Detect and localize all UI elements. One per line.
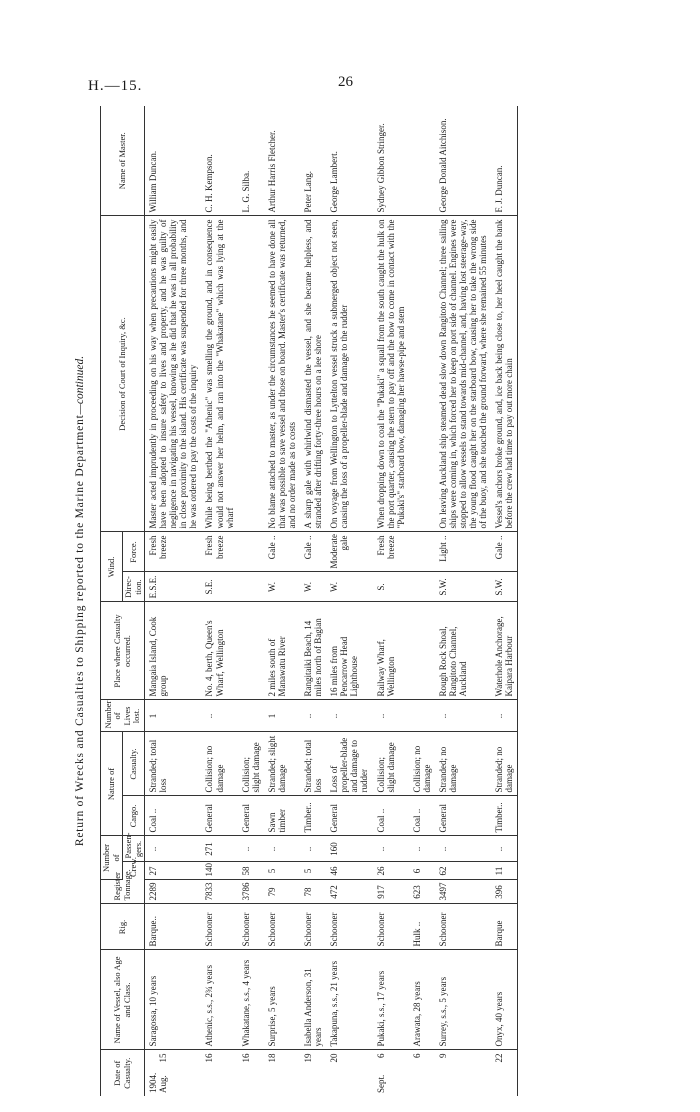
date-day: 16 — [240, 1053, 251, 1063]
cell-crew: 6 — [409, 862, 435, 880]
cell-passengers: 160 — [326, 836, 372, 862]
cell-rig: Schooner — [373, 904, 409, 950]
cell-crew: 27 — [145, 862, 202, 880]
cell-lives: .. — [201, 700, 237, 732]
table-row — [435, 106, 491, 1096]
cell-cargo: General — [435, 796, 491, 836]
table-row — [201, 106, 237, 1096]
table-row — [300, 106, 326, 1096]
cell-casualty: Stranded; total loss — [145, 732, 202, 796]
cell-casualty: Stranded; total loss — [300, 732, 326, 796]
date-day: 15 — [158, 1053, 169, 1063]
table-row — [326, 106, 372, 1096]
cell-crew: 62 — [435, 862, 491, 880]
table-row — [145, 106, 202, 1096]
cell-date — [300, 1050, 326, 1096]
date-day: 20 — [329, 1053, 340, 1063]
cell-lives — [409, 700, 435, 732]
cell-tonnage: 3786 — [238, 880, 264, 904]
cell-vessel: Surprise, 5 years — [264, 950, 300, 1050]
col-number-of: Number of — [101, 836, 123, 880]
cell-rig: Barque.. — [145, 904, 202, 950]
cell-date — [145, 1050, 202, 1096]
cell-rig: Schooner — [435, 904, 491, 950]
title-continued: —continued. — [74, 355, 86, 415]
date-day: 22 — [494, 1053, 505, 1063]
cell-rig: Schooner — [238, 904, 264, 950]
table-row — [238, 106, 264, 1096]
col-place: Place where Casualty occurred. — [101, 602, 145, 700]
cell-crew: 5 — [264, 862, 300, 880]
cell-place: Mangaia Island, Cook group — [145, 602, 202, 700]
col-crew: Crew. — [123, 862, 145, 880]
cell-tonnage: 79 — [264, 880, 300, 904]
cell-direction: W. — [326, 572, 372, 602]
title-text: Return of Wrecks and Casualties to Shipping reported to the Marine Department — [74, 414, 86, 847]
col-casualty: Casualty. — [123, 732, 145, 796]
cell-tonnage: 78 — [300, 880, 326, 904]
col-lives: Number of Lives lost. — [101, 700, 145, 732]
cell-master: F. J. Duncan. — [491, 106, 518, 216]
col-decision: Decision of Court of Inquiry, &c. — [101, 216, 145, 532]
cell-place: Waterhole Anchorage, Kaipara Harbour — [491, 602, 518, 700]
cell-vessel: Arawata, 28 years — [409, 950, 435, 1050]
cell-force: Light .. — [435, 532, 491, 572]
col-direction: Direc-tion. — [123, 572, 145, 602]
cell-date — [238, 1050, 264, 1096]
cell-tonnage: 7833 — [201, 880, 237, 904]
table-row — [264, 106, 300, 1096]
cell-place — [409, 602, 435, 700]
cell-casualty: Collision; no damage — [201, 732, 237, 796]
cell-master: Sydney Gibbon Stringer. — [373, 106, 409, 216]
cell-passengers: .. — [491, 836, 518, 862]
cell-tonnage: 396 — [491, 880, 518, 904]
cell-lives: 1 — [264, 700, 300, 732]
cell-lives — [238, 700, 264, 732]
col-force: Force. — [123, 532, 145, 572]
cell-tonnage: 623 — [409, 880, 435, 904]
cell-rig: Hulk .. — [409, 904, 435, 950]
cell-cargo: Coal .. — [409, 796, 435, 836]
cell-date — [435, 1050, 491, 1096]
cell-lives: .. — [373, 700, 409, 732]
date-day: 6 — [411, 1053, 422, 1058]
cell-master: William Duncan. — [145, 106, 202, 216]
cell-place: Railway Wharf, Wellington — [373, 602, 409, 700]
col-tonnage: Register Tonnage. — [101, 880, 145, 904]
cell-date — [326, 1050, 372, 1096]
cell-vessel: Saragossa, 10 years — [145, 950, 202, 1050]
cell-crew: 58 — [238, 862, 264, 880]
cell-master: C. H. Kempson. — [201, 106, 237, 216]
cell-master: Arthur Harris Fletcher. — [264, 106, 300, 216]
cell-place: 2 miles south of Manawatu River — [264, 602, 300, 700]
cell-passengers: .. — [264, 836, 300, 862]
page-number: 26 — [338, 74, 353, 90]
cell-direction: S. — [373, 572, 409, 602]
cell-rig: Barque — [491, 904, 518, 950]
cell-passengers: 271 — [201, 836, 237, 862]
cell-casualty: Collision; slight damage — [373, 732, 409, 796]
cell-master: George Donald Aitchison. — [435, 106, 491, 216]
date-year: 1904. — [148, 1072, 159, 1093]
date-month: Sept. — [375, 1074, 386, 1093]
cell-casualty: Loss of propeller-blade and damage to rudder — [326, 732, 372, 796]
cell-decision — [238, 216, 264, 532]
cell-place: No. 4, berth, Queen's Wharf, Wellington — [201, 602, 237, 700]
date-day: 16 — [204, 1053, 215, 1063]
cell-force — [409, 532, 435, 572]
cell-crew: 11 — [491, 862, 518, 880]
cell-vessel: Surrey, s.s., 5 years — [435, 950, 491, 1050]
cell-master: L. G. Silba. — [238, 106, 264, 216]
cell-casualty: Collision; slight damage — [238, 732, 264, 796]
col-master: Name of Master. — [101, 106, 145, 216]
table-title — [74, 106, 96, 1096]
cell-lives: .. — [326, 700, 372, 732]
date-day: 9 — [437, 1053, 448, 1058]
cell-direction — [409, 572, 435, 602]
cell-date — [491, 1050, 518, 1096]
cell-passengers: .. — [409, 836, 435, 862]
cell-force: Gale .. — [300, 532, 326, 572]
cell-date — [264, 1050, 300, 1096]
cell-date — [201, 1050, 237, 1096]
cell-force — [238, 532, 264, 572]
cell-decision: When dropping down to coal the "Pukaki" a squall from the south caught the hulk on the port quarter, causing the stern to pay off and the bow to come in contact with the "Pukaki's" starboard bow, damaging her hawse-pipe and stem — [373, 216, 409, 532]
cell-passengers: .. — [145, 836, 202, 862]
cell-lives: 1 — [145, 700, 202, 732]
cell-place: 16 miles from Pencarrow Head Lighthouse — [326, 602, 372, 700]
cell-tonnage: 2289 — [145, 880, 202, 904]
cell-vessel: Takapuna, s.s., 21 years — [326, 950, 372, 1050]
cell-decision: Vessel's anchors broke ground, and, ice back being close to, her heel caught the bank before the crew had time to pay out more chain — [491, 216, 518, 532]
cell-master — [409, 106, 435, 216]
cell-tonnage: 3497 — [435, 880, 491, 904]
cell-casualty: Stranded; slight damage — [264, 732, 300, 796]
cell-crew: 5 — [300, 862, 326, 880]
cell-rig: Schooner — [300, 904, 326, 950]
cell-force: Fresh breeze — [201, 532, 237, 572]
cell-cargo: Timber.. — [491, 796, 518, 836]
header-row-1 — [101, 106, 123, 1096]
cell-place — [238, 602, 264, 700]
cell-direction: E.S.E. — [145, 572, 202, 602]
cell-rig: Schooner — [264, 904, 300, 950]
col-cargo: Cargo. — [123, 796, 145, 836]
cell-date — [373, 1050, 409, 1096]
cell-tonnage: 472 — [326, 880, 372, 904]
cell-cargo: General — [238, 796, 264, 836]
cell-cargo: Sawn timber — [264, 796, 300, 836]
col-rig: Rig. — [101, 904, 145, 950]
cell-passengers: .. — [238, 836, 264, 862]
date-day: 19 — [303, 1053, 314, 1063]
col-nature-of: Nature of — [101, 732, 123, 836]
cell-decision: No blame attached to master, as under the circumstances he seemed to have done all that was possible to save vessel and those on board. Master's certificate was returned, and no order made as to costs — [264, 216, 300, 532]
cell-cargo: General — [201, 796, 237, 836]
cell-vessel: Pukaki, s.s., 17 years — [373, 950, 409, 1050]
cell-direction: W. — [300, 572, 326, 602]
cell-casualty: Stranded; no damage — [491, 732, 518, 796]
cell-direction — [238, 572, 264, 602]
cell-rig: Schooner — [201, 904, 237, 950]
cell-direction: S.W. — [435, 572, 491, 602]
cell-lives: .. — [300, 700, 326, 732]
cell-crew: 140 — [201, 862, 237, 880]
cell-decision: Master acted imprudently in proceeding on his way when precautions might easily have been adopted to insure safety to lives and property, and he was guilty of negligence in navigating his vessel, knowing as he did that he was in all probability in close proximity to the island. His certificate was suspended for three months, and he was ordered to pay the costs of the inquiry — [145, 216, 202, 532]
cell-crew: 46 — [326, 862, 372, 880]
cell-casualty: Collision; no damage — [409, 732, 435, 796]
cell-direction: W. — [264, 572, 300, 602]
cell-cargo: General — [326, 796, 372, 836]
cell-crew: 26 — [373, 862, 409, 880]
table-row — [409, 106, 435, 1096]
cell-force: Fresh breeze — [373, 532, 409, 572]
date-day: 18 — [266, 1053, 277, 1063]
cell-decision: A sharp gale with whirlwind dismasted the vessel, and she became helpless, and stranded after drifting forty-three hours on a lee shore — [300, 216, 326, 532]
cell-passengers: .. — [300, 836, 326, 862]
cell-cargo: Timber.. — [300, 796, 326, 836]
cell-decision: On voyage from Wellington to Lyttelton vessel struck a submerged object not seen, causing the loss of a propeller-blade and damage to the rudder — [326, 216, 372, 532]
cell-master: Peter Lang. — [300, 106, 326, 216]
cell-vessel: Onyx, 40 years — [491, 950, 518, 1050]
table-row — [491, 106, 518, 1096]
table-row — [373, 106, 409, 1096]
cell-cargo: Coal .. — [145, 796, 202, 836]
cell-direction: S.E. — [201, 572, 237, 602]
cell-vessel: Isabella Anderson, 31 years — [300, 950, 326, 1050]
col-wind: Wind. — [101, 532, 123, 602]
cell-passengers: .. — [435, 836, 491, 862]
cell-decision — [409, 216, 435, 532]
cell-lives: .. — [435, 700, 491, 732]
cell-vessel: Athenic, s.s., 2¾ years — [201, 950, 237, 1050]
col-vessel: Name of Vessel, also Age and Class. — [101, 950, 145, 1050]
cell-direction: S.W. — [491, 572, 518, 602]
cell-decision: On leaving Auckland ship steamed dead slow down Rangitoto Channel; three sailing ships were coming in, which forced her to keep on port side of channel. Engines were stopped to allow vessels to stand towards mid-channel, and, having lost steerage-way, the young flood caught her on the starboard bow, causing her to take the wrong side of the buoy, and she touched the ground forward, where she remained 55 minutes — [435, 216, 491, 532]
cell-decision: While being berthed the "Athenic" was smelling the ground, and in consequence would not answer her helm, and ran into the "Whakatane" which was lying at the wharf — [201, 216, 237, 532]
cell-force: Gale .. — [264, 532, 300, 572]
cell-master: George Lambert. — [326, 106, 372, 216]
cell-vessel: Whakatane, s.s., 4 years — [238, 950, 264, 1050]
cell-cargo: Coal .. — [373, 796, 409, 836]
cell-tonnage: 917 — [373, 880, 409, 904]
date-day: 6 — [375, 1053, 386, 1058]
cell-place: Rough Rock Shoal, Rangitoto Channel, Auckland — [435, 602, 491, 700]
col-date: Date of Casualty. — [101, 1050, 145, 1096]
cell-date — [409, 1050, 435, 1096]
col-passengers: Passen-gers. — [123, 836, 145, 862]
cell-force: Fresh breeze — [145, 532, 202, 572]
casualty-table — [100, 106, 518, 1096]
cell-force: Gale .. — [491, 532, 518, 572]
cell-passengers: .. — [373, 836, 409, 862]
cell-rig: Schooner — [326, 904, 372, 950]
rotated-table-page — [74, 106, 619, 1096]
page-code: H.—15. — [88, 78, 143, 94]
cell-casualty: Stranded; no damage — [435, 732, 491, 796]
date-month: Aug. — [158, 1075, 169, 1093]
cell-force: Moderate gale — [326, 532, 372, 572]
cell-place: Rangitaiki Beach, 14 miles north of Bagian — [300, 602, 326, 700]
cell-lives: .. — [491, 700, 518, 732]
